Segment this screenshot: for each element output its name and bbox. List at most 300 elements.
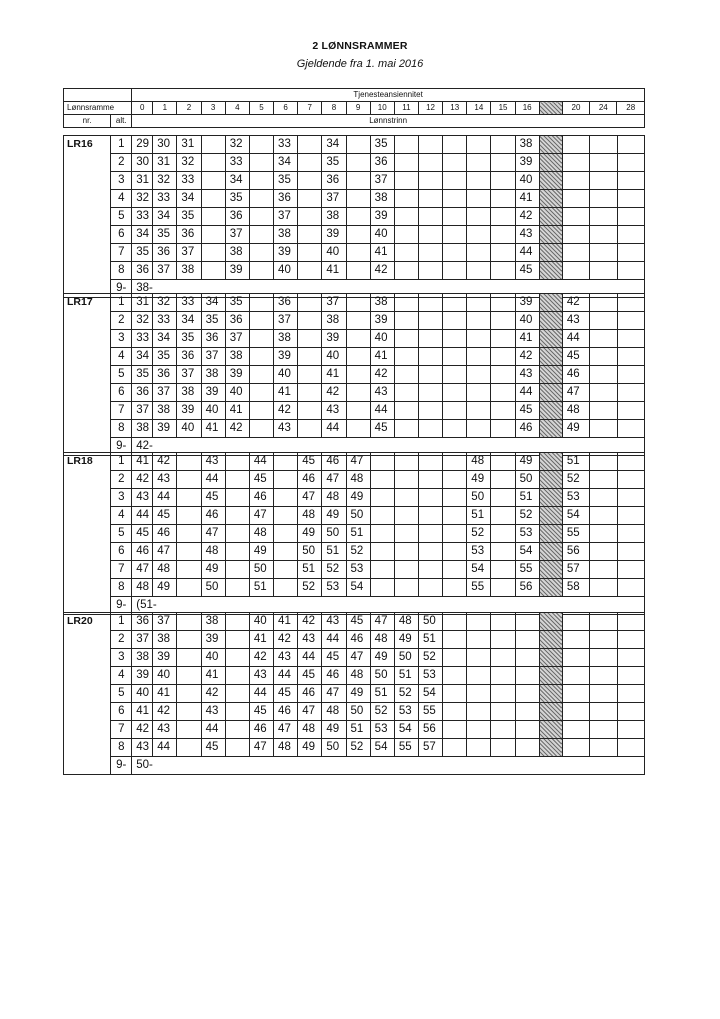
step-cell xyxy=(590,330,617,348)
step-cell: 35 xyxy=(177,330,201,348)
step-cell: 37 xyxy=(274,208,298,226)
step-cell xyxy=(443,507,467,525)
step-cell xyxy=(539,294,562,312)
step-cell: 43 xyxy=(201,703,225,721)
step-cell: 46 xyxy=(249,721,273,739)
step-cell: 48 xyxy=(298,721,322,739)
frame-code-cell xyxy=(64,208,111,226)
step-cell: 45 xyxy=(562,348,589,366)
step-cell: 39 xyxy=(225,366,249,384)
step-cell: 50 xyxy=(346,507,370,525)
step-cell: 35 xyxy=(153,226,177,244)
step-cell xyxy=(225,703,249,721)
table-row xyxy=(64,136,645,154)
step-cell: 36 xyxy=(132,262,153,280)
year-header: 15 xyxy=(491,102,515,115)
footer-row xyxy=(64,757,645,775)
step-cell: 49 xyxy=(298,739,322,757)
seniority-label: Tjenesteansiennitet xyxy=(132,89,645,102)
step-cell: 39 xyxy=(201,631,225,649)
step-cell xyxy=(590,294,617,312)
step-cell xyxy=(346,294,370,312)
step-cell xyxy=(394,136,418,154)
step-cell: 57 xyxy=(562,561,589,579)
step-cell: 30 xyxy=(153,136,177,154)
step-cell xyxy=(201,172,225,190)
step-cell xyxy=(443,154,467,172)
step-cell: 37 xyxy=(132,631,153,649)
step-cell: 57 xyxy=(418,739,442,757)
step-cell xyxy=(467,739,491,757)
step-cell: 42 xyxy=(515,208,539,226)
step-cell: 45 xyxy=(322,649,346,667)
step-cell xyxy=(370,507,394,525)
step-cell: 54 xyxy=(467,561,491,579)
table-row xyxy=(64,685,645,703)
step-cell xyxy=(443,525,467,543)
table-row xyxy=(64,226,645,244)
frame-code-cell xyxy=(64,262,111,280)
table-row xyxy=(64,703,645,721)
step-cell xyxy=(443,244,467,262)
step-cell xyxy=(443,226,467,244)
table-row xyxy=(64,384,645,402)
step-cell: 39 xyxy=(370,208,394,226)
step-cell xyxy=(590,420,617,438)
step-cell xyxy=(201,208,225,226)
step-cell: 40 xyxy=(274,366,298,384)
step-cell xyxy=(617,190,645,208)
year-header: 24 xyxy=(590,102,617,115)
step-cell: 44 xyxy=(298,649,322,667)
step-cell: 45 xyxy=(298,453,322,471)
step-cell: 34 xyxy=(132,348,153,366)
step-cell: 43 xyxy=(322,613,346,631)
step-cell xyxy=(539,703,562,721)
step-cell: 37 xyxy=(153,613,177,631)
step-cell xyxy=(467,384,491,402)
step-cell xyxy=(590,507,617,525)
step-cell xyxy=(443,348,467,366)
table-row xyxy=(64,453,645,471)
step-cell: 31 xyxy=(153,154,177,172)
alt-cell: 8 xyxy=(111,420,132,438)
footer-alt: 9- xyxy=(111,438,132,456)
step-cell: 39 xyxy=(177,402,201,420)
step-cell xyxy=(467,613,491,631)
step-cell xyxy=(394,154,418,172)
step-cell: 36 xyxy=(225,312,249,330)
step-cell xyxy=(177,667,201,685)
step-cell: 44 xyxy=(249,685,273,703)
step-cell xyxy=(590,154,617,172)
step-cell xyxy=(590,543,617,561)
step-cell: 48 xyxy=(274,739,298,757)
step-cell xyxy=(225,453,249,471)
step-cell xyxy=(298,330,322,348)
step-cell xyxy=(491,543,515,561)
step-cell: 36 xyxy=(370,154,394,172)
alt-cell: 1 xyxy=(111,613,132,631)
step-cell: 40 xyxy=(322,348,346,366)
step-cell: 39 xyxy=(515,294,539,312)
step-cell xyxy=(590,613,617,631)
year-header: 10 xyxy=(370,102,394,115)
frame-code-cell xyxy=(64,348,111,366)
step-cell: 49 xyxy=(322,507,346,525)
step-cell: 32 xyxy=(153,294,177,312)
year-header: 12 xyxy=(418,102,442,115)
step-cell: 45 xyxy=(132,525,153,543)
frame-code-cell xyxy=(64,579,111,597)
table-row xyxy=(64,208,645,226)
step-cell: 50 xyxy=(322,525,346,543)
step-cell xyxy=(394,190,418,208)
frame-code-cell xyxy=(64,244,111,262)
frame-code-cell xyxy=(64,507,111,525)
step-cell xyxy=(617,420,645,438)
step-cell: 54 xyxy=(562,507,589,525)
step-cell xyxy=(346,136,370,154)
step-cell xyxy=(443,703,467,721)
table-row xyxy=(64,471,645,489)
step-cell: 40 xyxy=(225,384,249,402)
year-header: 1 xyxy=(153,102,177,115)
step-cell xyxy=(562,649,589,667)
step-cell: 34 xyxy=(274,154,298,172)
alt-cell: 6 xyxy=(111,543,132,561)
step-cell xyxy=(370,525,394,543)
step-cell xyxy=(418,366,442,384)
step-cell: 39 xyxy=(515,154,539,172)
step-cell: 52 xyxy=(418,649,442,667)
step-cell: 35 xyxy=(370,136,394,154)
step-cell: 37 xyxy=(322,294,346,312)
step-cell xyxy=(467,348,491,366)
step-cell xyxy=(467,703,491,721)
step-cell xyxy=(590,579,617,597)
step-cell: 39 xyxy=(153,649,177,667)
frame-code-cell xyxy=(64,685,111,703)
step-cell: 36 xyxy=(177,348,201,366)
step-cell xyxy=(443,136,467,154)
step-cell: 35 xyxy=(132,244,153,262)
step-cell: 50 xyxy=(322,739,346,757)
step-cell xyxy=(491,262,515,280)
step-cell xyxy=(562,154,589,172)
step-cell: 49 xyxy=(346,489,370,507)
frame-code-cell xyxy=(64,561,111,579)
step-cell xyxy=(394,172,418,190)
step-cell: 38 xyxy=(201,613,225,631)
step-cell xyxy=(562,721,589,739)
table-row xyxy=(64,348,645,366)
salary-table-header xyxy=(63,88,645,128)
step-cell: 52 xyxy=(562,471,589,489)
frame-table-lr16 xyxy=(63,135,645,298)
year-header: 7 xyxy=(298,102,322,115)
frame-code-cell xyxy=(64,631,111,649)
step-cell xyxy=(346,262,370,280)
step-cell xyxy=(491,294,515,312)
step-cell: 42 xyxy=(515,348,539,366)
frame-code-cell xyxy=(64,471,111,489)
step-cell xyxy=(562,172,589,190)
step-cell: 38 xyxy=(274,330,298,348)
step-cell: 47 xyxy=(370,613,394,631)
step-cell: 36 xyxy=(274,190,298,208)
step-cell xyxy=(491,208,515,226)
step-cell xyxy=(491,739,515,757)
step-cell: 49 xyxy=(322,721,346,739)
step-cell: 52 xyxy=(394,685,418,703)
step-cell: 44 xyxy=(249,453,273,471)
step-cell xyxy=(562,208,589,226)
step-cell: 39 xyxy=(132,667,153,685)
frame-code-cell xyxy=(64,667,111,685)
step-cell: 48 xyxy=(467,453,491,471)
frame-code-cell xyxy=(64,489,111,507)
frame-code-cell xyxy=(64,226,111,244)
step-cell: 36 xyxy=(274,294,298,312)
nr-label: nr. xyxy=(64,115,111,128)
step-cell xyxy=(467,649,491,667)
step-cell: 44 xyxy=(515,244,539,262)
step-cell xyxy=(298,262,322,280)
step-cell xyxy=(590,136,617,154)
table-row xyxy=(64,402,645,420)
step-cell xyxy=(539,348,562,366)
step-cell: 41 xyxy=(225,402,249,420)
step-cell xyxy=(443,208,467,226)
step-cell xyxy=(177,453,201,471)
step-cell: 41 xyxy=(370,244,394,262)
step-cell: 39 xyxy=(225,262,249,280)
alt-cell: 4 xyxy=(111,667,132,685)
step-cell: 50 xyxy=(394,649,418,667)
step-cell: 44 xyxy=(322,420,346,438)
year-header: 2 xyxy=(177,102,201,115)
step-cell: 33 xyxy=(153,190,177,208)
step-cell: 53 xyxy=(370,721,394,739)
step-cell xyxy=(370,561,394,579)
step-cell: 44 xyxy=(132,507,153,525)
alt-cell: 3 xyxy=(111,649,132,667)
step-cell xyxy=(394,561,418,579)
step-cell: 38 xyxy=(225,348,249,366)
step-cell xyxy=(467,312,491,330)
step-cell: 38 xyxy=(225,244,249,262)
step-cell: 39 xyxy=(370,312,394,330)
step-cell: 39 xyxy=(322,226,346,244)
step-cell xyxy=(225,613,249,631)
frame-code-cell xyxy=(64,402,111,420)
step-cell: 39 xyxy=(153,420,177,438)
table-row xyxy=(64,739,645,757)
step-cell: 36 xyxy=(153,366,177,384)
step-cell: 34 xyxy=(225,172,249,190)
frame-code-cell xyxy=(64,420,111,438)
step-cell xyxy=(249,244,273,262)
step-cell: 49 xyxy=(562,420,589,438)
step-cell xyxy=(562,226,589,244)
step-cell xyxy=(249,384,273,402)
step-cell: 56 xyxy=(418,721,442,739)
step-cell: 48 xyxy=(370,631,394,649)
alt-cell: 1 xyxy=(111,136,132,154)
step-cell: 51 xyxy=(346,721,370,739)
step-cell: 37 xyxy=(132,402,153,420)
step-cell xyxy=(394,489,418,507)
step-cell: 43 xyxy=(249,667,273,685)
step-cell xyxy=(418,190,442,208)
alt-cell: 8 xyxy=(111,739,132,757)
step-cell xyxy=(443,631,467,649)
step-cell xyxy=(467,366,491,384)
step-cell: 33 xyxy=(274,136,298,154)
step-cell: 58 xyxy=(562,579,589,597)
step-cell xyxy=(177,631,201,649)
step-cell xyxy=(249,366,273,384)
step-cell xyxy=(590,667,617,685)
step-cell xyxy=(394,543,418,561)
alt-cell: 4 xyxy=(111,507,132,525)
step-cell xyxy=(177,543,201,561)
step-cell: 46 xyxy=(298,471,322,489)
step-cell: 42 xyxy=(562,294,589,312)
step-cell xyxy=(562,685,589,703)
step-cell xyxy=(491,420,515,438)
step-cell: 31 xyxy=(132,294,153,312)
step-cell xyxy=(590,561,617,579)
step-cell xyxy=(298,420,322,438)
step-cell: 55 xyxy=(467,579,491,597)
alt-cell: 1 xyxy=(111,294,132,312)
step-cell xyxy=(590,721,617,739)
step-cell: 42 xyxy=(132,721,153,739)
step-cell: 38 xyxy=(370,294,394,312)
step-cell xyxy=(491,136,515,154)
alt-cell: 3 xyxy=(111,172,132,190)
step-cell: 49 xyxy=(394,631,418,649)
step-cell xyxy=(394,330,418,348)
step-cell: 45 xyxy=(298,667,322,685)
step-cell xyxy=(177,489,201,507)
step-cell xyxy=(249,208,273,226)
step-cell: 47 xyxy=(153,543,177,561)
table-row xyxy=(64,613,645,631)
step-cell: 46 xyxy=(346,631,370,649)
step-cell: 42 xyxy=(298,613,322,631)
step-cell xyxy=(539,667,562,685)
step-cell xyxy=(590,190,617,208)
step-cell xyxy=(491,631,515,649)
step-cell xyxy=(617,312,645,330)
step-cell: 44 xyxy=(515,384,539,402)
step-cell xyxy=(467,244,491,262)
step-cell xyxy=(467,208,491,226)
footer-value: 50- xyxy=(132,757,645,775)
table-row xyxy=(64,420,645,438)
step-cell xyxy=(539,507,562,525)
step-cell xyxy=(370,471,394,489)
step-cell: 40 xyxy=(249,613,273,631)
step-cell xyxy=(617,172,645,190)
step-cell: 43 xyxy=(274,420,298,438)
step-cell: 53 xyxy=(418,667,442,685)
step-cell xyxy=(539,330,562,348)
step-cell xyxy=(539,366,562,384)
table-row xyxy=(64,579,645,597)
step-cell: 35 xyxy=(177,208,201,226)
step-cell: 47 xyxy=(274,721,298,739)
step-cell xyxy=(394,262,418,280)
step-cell: 42 xyxy=(370,366,394,384)
step-cell: 38 xyxy=(274,226,298,244)
step-cell: 36 xyxy=(153,244,177,262)
step-cell xyxy=(346,420,370,438)
step-cell xyxy=(370,579,394,597)
frame-table-lr18 xyxy=(63,452,645,615)
step-cell: 51 xyxy=(418,631,442,649)
step-cell xyxy=(274,471,298,489)
step-cell: 45 xyxy=(201,489,225,507)
step-cell xyxy=(177,471,201,489)
alt-cell: 6 xyxy=(111,384,132,402)
step-cell: 47 xyxy=(298,703,322,721)
step-cell xyxy=(249,190,273,208)
step-cell xyxy=(590,739,617,757)
step-cell: 55 xyxy=(562,525,589,543)
step-cell: 47 xyxy=(346,453,370,471)
step-cell xyxy=(418,172,442,190)
step-cell xyxy=(249,420,273,438)
step-cell xyxy=(491,453,515,471)
step-cell: 51 xyxy=(515,489,539,507)
alt-cell: 3 xyxy=(111,489,132,507)
step-cell xyxy=(539,226,562,244)
step-cell xyxy=(539,613,562,631)
step-cell: 44 xyxy=(370,402,394,420)
step-cell xyxy=(539,262,562,280)
step-cell: 52 xyxy=(298,579,322,597)
step-cell: 54 xyxy=(418,685,442,703)
step-cell xyxy=(346,172,370,190)
step-cell xyxy=(418,543,442,561)
step-cell xyxy=(491,348,515,366)
step-cell xyxy=(370,453,394,471)
step-cell: 46 xyxy=(132,543,153,561)
table-row xyxy=(64,190,645,208)
year-header: 16 xyxy=(515,102,539,115)
step-cell xyxy=(225,721,249,739)
alt-cell: 8 xyxy=(111,262,132,280)
step-cell: 43 xyxy=(132,739,153,757)
step-cell xyxy=(539,244,562,262)
step-cell: 34 xyxy=(177,312,201,330)
step-cell xyxy=(249,402,273,420)
step-cell: 41 xyxy=(153,685,177,703)
step-cell xyxy=(418,507,442,525)
step-cell: 46 xyxy=(153,525,177,543)
step-cell: 49 xyxy=(249,543,273,561)
step-cell: 55 xyxy=(515,561,539,579)
step-cell xyxy=(394,507,418,525)
step-cell xyxy=(562,739,589,757)
step-cell: 46 xyxy=(249,489,273,507)
frame-code: LR18 xyxy=(64,453,111,471)
step-cell xyxy=(590,402,617,420)
